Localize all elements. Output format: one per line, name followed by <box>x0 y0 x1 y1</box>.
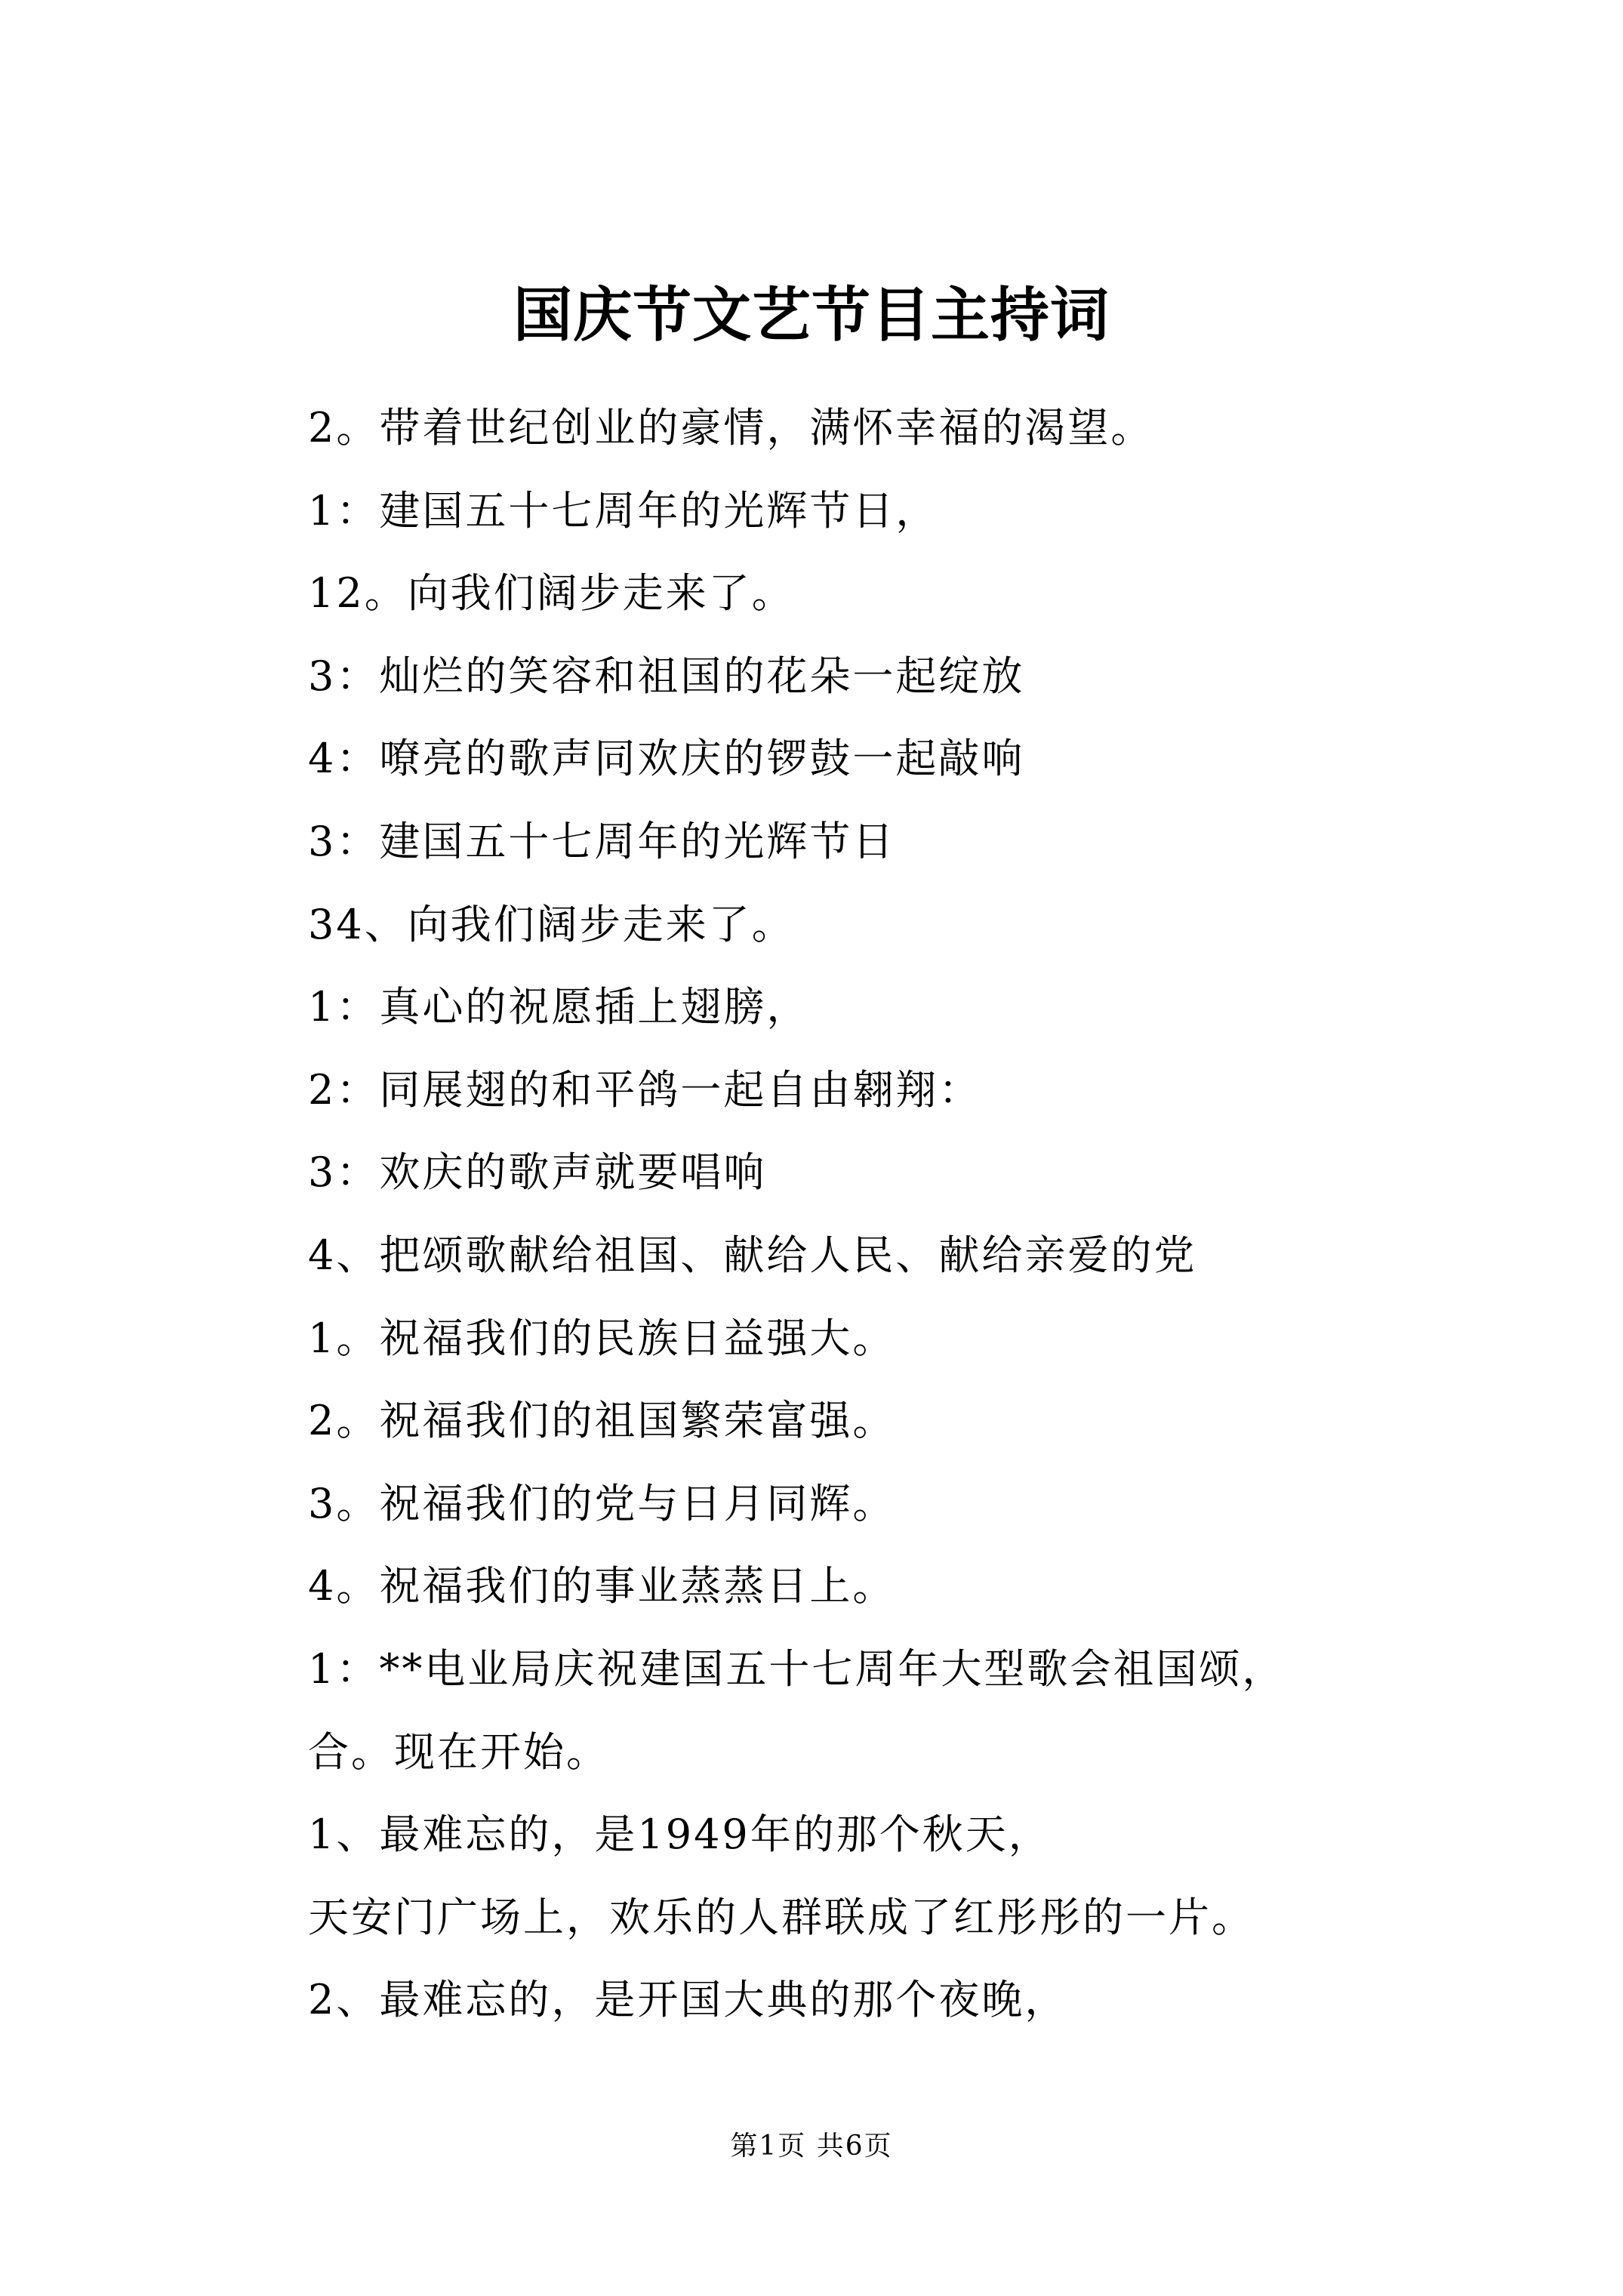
text-line: 4：嘹亮的歌声同欢庆的锣鼓一起敲响 <box>308 735 1025 783</box>
text-line: 3：欢庆的歌声就要唱响 <box>308 1148 767 1197</box>
text-line: 3：建国五十七周年的光辉节日 <box>308 817 896 865</box>
text-line: 1：真心的祝愿插上翅膀， <box>308 983 810 1031</box>
text-line: 合。现在开始。 <box>308 1727 609 1776</box>
text-line: 34、向我们阔步走来了。 <box>308 900 795 948</box>
document-title: 国庆节文艺节目主持词 <box>513 281 1110 350</box>
text-line: 12。向我们阔步走来了。 <box>308 569 795 618</box>
text-line: 2。祝福我们的祖国繁荣富强。 <box>308 1397 896 1445</box>
text-line: 4。祝福我们的事业蒸蒸日上。 <box>308 1562 896 1610</box>
text-line: 3：灿烂的笑容和祖国的花朵一起绽放 <box>308 652 1025 700</box>
document-body <box>308 387 1320 2042</box>
text-line: 1、最难忘的，是1949年的那个秋天， <box>308 1811 1052 1859</box>
text-line: 天安门广场上，欢乐的人群联成了红彤彤的一片。 <box>308 1893 1255 1941</box>
page-footer: 第1页 共6页 <box>730 2131 893 2162</box>
text-line: 1：建国五十七周年的光辉节日， <box>308 486 939 535</box>
text-line: 1：**电业局庆祝建国五十七周年大型歌会祖国颂， <box>308 1644 1286 1693</box>
text-line: 4、把颂歌献给祖国、献给人民、献给亲爱的党 <box>308 1231 1197 1279</box>
text-line: 2、最难忘的，是开国大典的那个夜晚， <box>308 1976 1068 2024</box>
text-line: 2。带着世纪创业的豪情，满怀幸福的渴望。 <box>308 404 1154 451</box>
text-line: 3。祝福我们的党与日月同辉。 <box>308 1479 896 1527</box>
text-line: 2：同展翅的和平鸽一起自由翱翔： <box>308 1065 982 1114</box>
text-line: 1。祝福我们的民族日益强大。 <box>308 1314 896 1362</box>
